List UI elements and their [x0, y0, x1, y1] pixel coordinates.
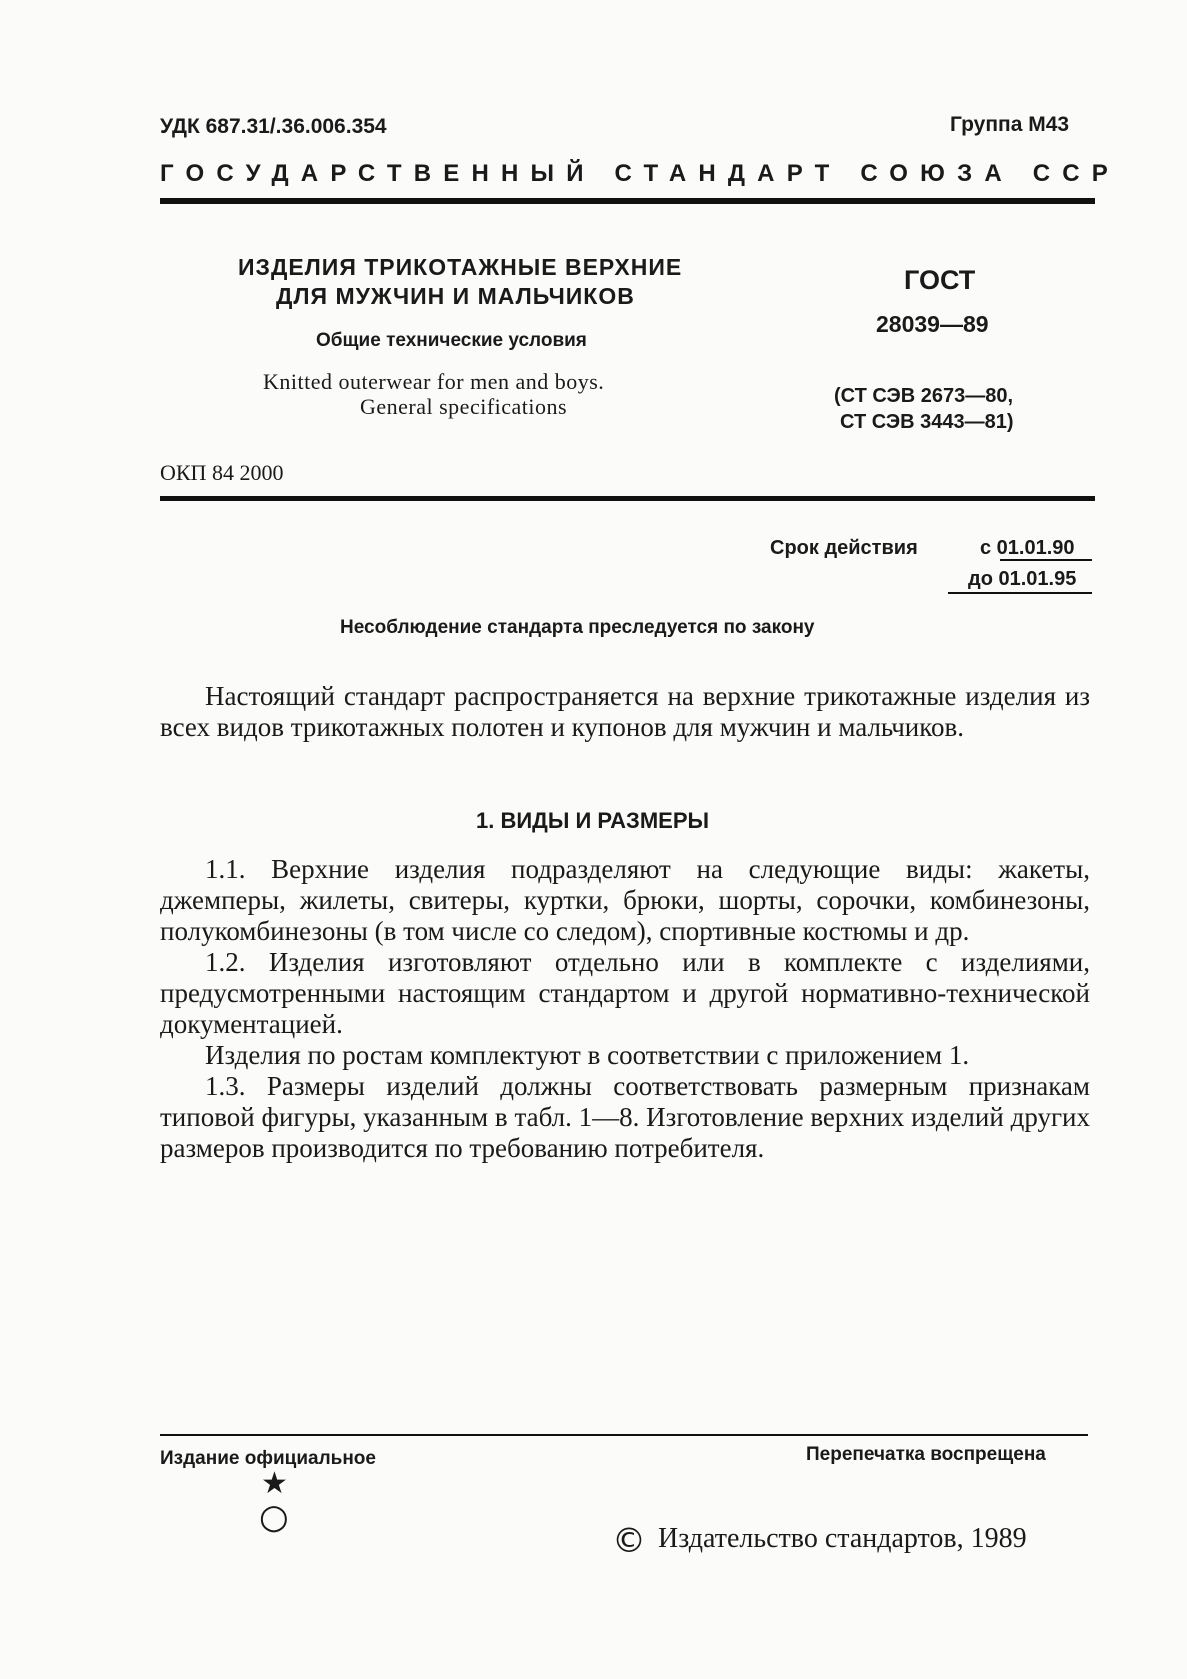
title-line-2: ДЛЯ МУЖЧИН И МАЛЬЧИКОВ — [276, 283, 635, 309]
sev-line-2: СТ СЭВ 3443—81) — [840, 411, 1014, 433]
clause-1-2: 1.2. Изделия изготовляют отдельно или в комплекте с изделиями, предусмотренными настоящим стандартом и другой нормативно-технической документацией. — [160, 947, 1090, 1039]
header-rule — [160, 198, 1095, 204]
udk-code: УДК 687.31/.36.006.354 — [160, 115, 387, 138]
title-english-line-2: General specifications — [360, 394, 568, 419]
sev-line-1: (СТ СЭВ 2673—80, — [834, 385, 1014, 407]
title-rule — [160, 496, 1095, 501]
gost-number: 28039—89 — [876, 311, 989, 337]
legal-notice: Несоблюдение стандарта преследуется по закону — [340, 617, 815, 638]
gost-label: ГОСТ — [904, 265, 976, 295]
clause-1-1: 1.1. Верхние изделия подразделяют на следующие виды: жакеты, джемперы, жилеты, свитеры, куртки, брюки, шорты, сорочки, комбинезоны, полукомбинезоны (в том числе со следом), спортивные костюмы и др. — [160, 854, 1090, 946]
clause-1-3: 1.3. Размеры изделий должны соответствовать размерным признакам типовой фигуры, указанным в табл. 1—8. Изготовление верхних изделий других размеров производится по требованию потребителя. — [160, 1071, 1090, 1163]
validity-from: с 01.01.90 — [980, 537, 1075, 559]
intro-paragraph — [160, 681, 1090, 743]
section-1-heading: 1. ВИДЫ И РАЗМЕРЫ — [476, 808, 710, 833]
star-icon: ★ — [261, 1466, 288, 1501]
okp-code: ОКП 84 2000 — [160, 460, 284, 485]
section-1-body — [160, 854, 1090, 1164]
publisher-line: Издательство стандартов, 1989 — [658, 1523, 1027, 1554]
validity-label: Срок действия — [770, 537, 918, 559]
footer-rule — [160, 1434, 1088, 1436]
validity-to: до 01.01.95 — [968, 568, 1077, 590]
title-english-line-1: Knitted outerwear for men and boys. — [263, 369, 605, 394]
validity-from-underline — [1000, 559, 1092, 561]
title-line-1: ИЗДЕЛИЯ ТРИКОТАЖНЫЕ ВЕРХНИЕ — [238, 254, 683, 280]
validity-to-underline — [948, 592, 1092, 594]
group-code: Группа М43 — [950, 113, 1070, 136]
copyright-icon: © — [612, 1521, 646, 1561]
state-standard-title: ГОСУДАРСТВЕННЫЙ СТАНДАРТ СОЮЗА ССР — [160, 160, 1120, 187]
title-subtitle: Общие технические условия — [316, 330, 587, 351]
clause-1-2-supplement: Изделия по ростам комплектуют в соответствии с приложением 1. — [205, 1040, 970, 1070]
circle-icon: ○ — [259, 1497, 289, 1537]
official-edition: Издание официальное — [160, 1448, 376, 1469]
intro-text: Настоящий стандарт распространяется на верхние трикотажные изделия из всех видов трикотажных полотен и купонов для мужчин и мальчиков. — [160, 681, 1090, 742]
reprint-notice: Перепечатка воспрещена — [806, 1444, 1046, 1465]
